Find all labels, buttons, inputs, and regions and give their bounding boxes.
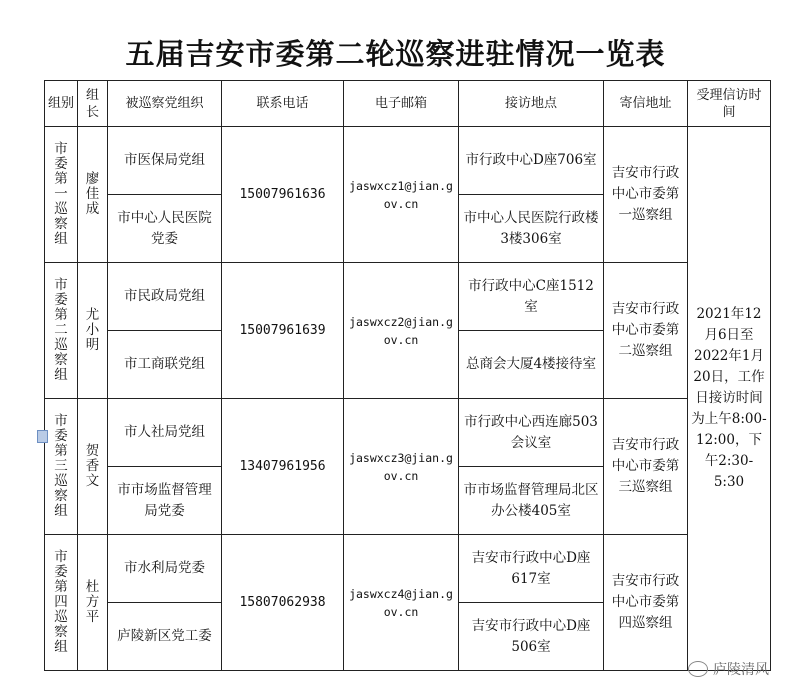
header-leader: 组长 xyxy=(78,81,108,127)
header-group: 组别 xyxy=(45,81,78,127)
document-icon xyxy=(37,430,48,443)
visit-location: 吉安市行政中心D座506室 xyxy=(459,603,604,671)
table-row xyxy=(45,263,771,331)
contact-email: jaswxcz3@jian.gov.cn xyxy=(344,399,459,535)
org-name: 市水利局党委 xyxy=(108,535,222,603)
contact-phone: 13407961956 xyxy=(222,399,344,535)
table-row xyxy=(45,399,771,467)
org-name: 市工商联党组 xyxy=(108,331,222,399)
reception-time: 2021年12月6日至2022年1月20日，工作日接访时间为上午8:00-12:00，下午2:30-5:30 xyxy=(688,127,771,671)
group-name: 市委第三巡察组 xyxy=(45,399,78,535)
page-title: 五届吉安市委第二轮巡察进驻情况一览表 xyxy=(125,37,666,71)
header-org: 被巡察党组织 xyxy=(108,81,222,127)
visit-location: 市市场监督管理局北区办公楼405室 xyxy=(459,467,604,535)
watermark xyxy=(688,659,769,679)
header-mail-address: 寄信地址 xyxy=(604,81,688,127)
group-name: 市委第四巡察组 xyxy=(45,535,78,671)
contact-phone: 15007961636 xyxy=(222,127,344,263)
group-leader: 尤小明 xyxy=(78,263,108,399)
mail-address: 吉安市行政中心市委第三巡察组 xyxy=(604,399,688,535)
watermark-text: 庐陵清风 xyxy=(713,662,769,678)
table-row xyxy=(45,535,771,603)
org-name: 市医保局党组 xyxy=(108,127,222,195)
table-row xyxy=(45,127,771,195)
contact-email: jaswxcz4@jian.gov.cn xyxy=(344,535,459,671)
contact-phone: 15007961639 xyxy=(222,263,344,399)
org-name: 市市场监督管理局党委 xyxy=(108,467,222,535)
wechat-icon xyxy=(688,661,708,677)
org-name: 市民政局党组 xyxy=(108,263,222,331)
org-name: 市人社局党组 xyxy=(108,399,222,467)
header-email: 电子邮箱 xyxy=(344,81,459,127)
group-name: 市委第二巡察组 xyxy=(45,263,78,399)
group-name: 市委第一巡察组 xyxy=(45,127,78,263)
mail-address: 吉安市行政中心市委第二巡察组 xyxy=(604,263,688,399)
header-time: 受理信访时间 xyxy=(688,81,771,127)
group-leader: 杜方平 xyxy=(78,535,108,671)
visit-location: 市中心人民医院行政楼3楼306室 xyxy=(459,195,604,263)
contact-phone: 15807062938 xyxy=(222,535,344,671)
visit-location: 总商会大厦4楼接待室 xyxy=(459,331,604,399)
visit-location: 市行政中心D座706室 xyxy=(459,127,604,195)
org-name: 庐陵新区党工委 xyxy=(108,603,222,671)
visit-location: 吉安市行政中心D座617室 xyxy=(459,535,604,603)
org-name: 市中心人民医院党委 xyxy=(108,195,222,263)
mail-address: 吉安市行政中心市委第一巡察组 xyxy=(604,127,688,263)
contact-email: jaswxcz2@jian.gov.cn xyxy=(344,263,459,399)
visit-location: 市行政中心C座1512室 xyxy=(459,263,604,331)
contact-email: jaswxcz1@jian.gov.cn xyxy=(344,127,459,263)
inspection-table xyxy=(44,80,771,671)
group-leader: 贺香文 xyxy=(78,399,108,535)
visit-location: 市行政中心西连廊503会议室 xyxy=(459,399,604,467)
header-phone: 联系电话 xyxy=(222,81,344,127)
group-leader: 廖佳成 xyxy=(78,127,108,263)
mail-address: 吉安市行政中心市委第四巡察组 xyxy=(604,535,688,671)
header-location: 接访地点 xyxy=(459,81,604,127)
